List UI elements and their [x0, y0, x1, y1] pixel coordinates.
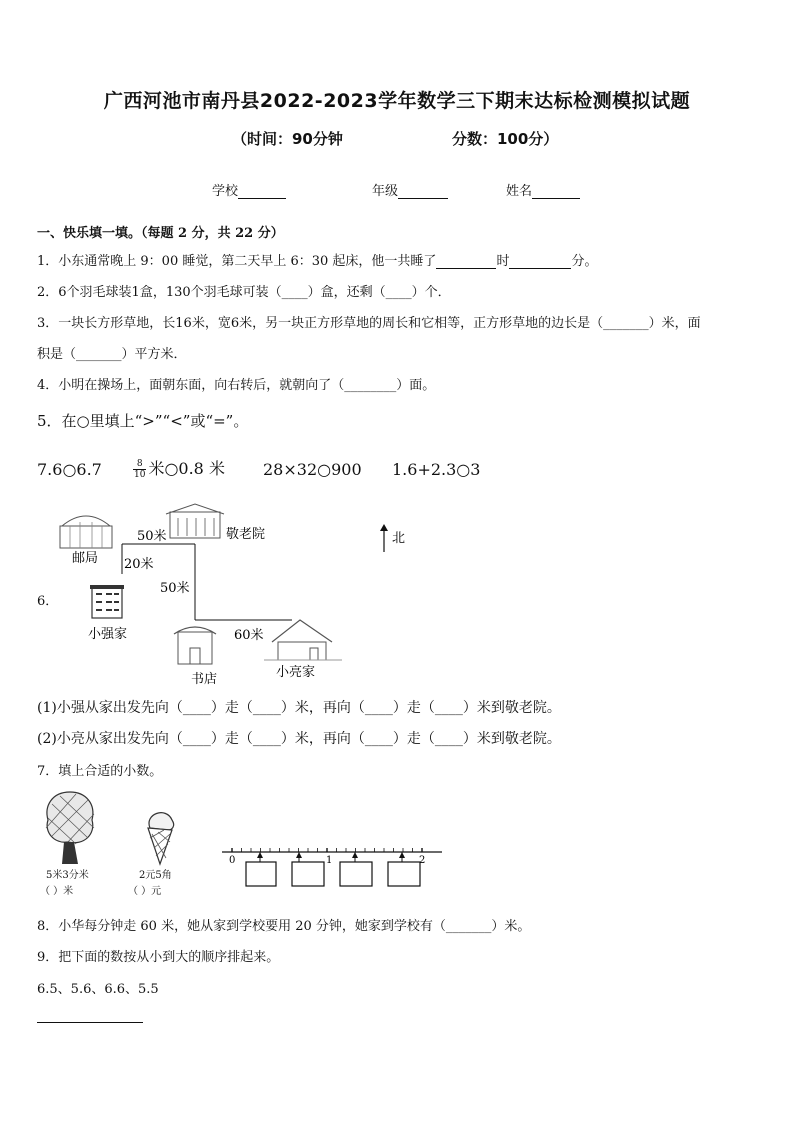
- question-7-prompt: 7．填上合适的小数。: [37, 764, 163, 779]
- bookstore-icon: [174, 627, 216, 664]
- question-3-line2: 积是（_______）平方米．: [37, 347, 187, 362]
- answer-box: [388, 862, 420, 886]
- xiaoqiang-home-icon: [90, 585, 124, 618]
- school-field[interactable]: [212, 180, 286, 199]
- ice-cream-price-label: 2元5角: [139, 870, 172, 881]
- answer-blank[interactable]: [436, 254, 496, 269]
- question-8: 8．小华每分钟走 60 米，她从家到学校要用 20 分钟，她家到学校有（_______）米。: [37, 919, 531, 934]
- xiaoliang-home-label: 小亮家: [276, 665, 316, 680]
- nursing-home-label: 敬老院: [226, 527, 266, 542]
- q5-expression-4: 1.6+2.3○3: [392, 460, 481, 479]
- arrow-icon: [296, 852, 302, 858]
- q5-expression-2: $\frac{8}{10}$ 米○0.8 米: [134, 459, 225, 480]
- ice-cream-icon: [142, 806, 178, 866]
- q5-expression-3: 28×32○900: [263, 460, 362, 479]
- tree-height-label: 5米3分米: [46, 870, 89, 881]
- question-4: 4．小明在操场上，面朝东面，向右转后，就朝向了（________）面。: [37, 378, 436, 393]
- name-label: 姓名: [506, 184, 533, 199]
- question-2: 2．6个羽毛球装1盒，130个羽毛球可装（____）盒，还剩（____）个．: [37, 285, 451, 300]
- tick-label: 0: [229, 855, 236, 866]
- question-9-prompt: 9．把下面的数按从小到大的顺序排起来。: [37, 950, 280, 965]
- tree-answer-blank[interactable]: （ ）米: [40, 886, 74, 897]
- score-label: 分数：100分）: [452, 130, 559, 148]
- distance-label: 50米: [160, 581, 190, 596]
- question-6-part-2: (2)小亮从家出发先向（____）走（____）米，再向（____）走（____）米到敬老院。: [37, 731, 561, 747]
- distance-label: 50米: [137, 529, 167, 544]
- answer-box: [340, 862, 372, 886]
- school-label: 学校: [212, 184, 239, 199]
- name-field[interactable]: [506, 180, 580, 199]
- grade-label: 年级: [372, 184, 399, 199]
- question-3-line1: 3．一块长方形草地，长16米，宽6米，另一块正方形草地的周长和它相等，正方形草地的边长是（_______）米，面: [37, 316, 701, 331]
- arrow-icon: [399, 852, 405, 858]
- question-5-prompt: 5．在○里填上“>”“<”或“=”。: [37, 412, 249, 430]
- section-heading: 一、快乐填一填。（每题 2 分，共 22 分）: [37, 226, 284, 241]
- post-office-label: 邮局: [72, 551, 99, 566]
- nursing-home-icon: [166, 504, 224, 538]
- post-office-icon: [60, 516, 112, 548]
- q5-expression-1: 7.6○6.7: [37, 460, 102, 479]
- north-indicator: [378, 522, 418, 556]
- xiaoqiang-home-label: 小强家: [88, 627, 128, 642]
- answer-box: [246, 862, 276, 886]
- north-arrow-icon: [380, 524, 388, 531]
- question-6-number: 6．: [37, 594, 59, 609]
- fraction: $\frac{8}{10}$: [134, 459, 146, 480]
- tick-label: 1: [326, 855, 333, 866]
- number-line-ticks: [232, 848, 422, 852]
- grade-field[interactable]: [372, 180, 448, 199]
- page-title: 广西河池市南丹县2022-2023学年数学三下期末达标检测模拟试题: [103, 90, 691, 112]
- distance-label: 60米: [234, 628, 264, 643]
- distance-label: 20米: [124, 557, 154, 572]
- number-line: [222, 842, 444, 892]
- answer-line[interactable]: [37, 1022, 143, 1023]
- question-6-part-1: (1)小强从家出发先向（____）走（____）米，再向（____）走（____）米到敬老院。: [37, 700, 561, 716]
- arrow-icon: [257, 852, 263, 858]
- tree-icon: [40, 788, 100, 866]
- answer-blank[interactable]: [509, 254, 571, 269]
- arrow-icon: [352, 852, 358, 858]
- bookstore-label: 书店: [191, 672, 218, 687]
- xiaoliang-home-icon: [264, 620, 342, 660]
- ice-cream-answer-blank[interactable]: （ ）元: [128, 886, 162, 897]
- svg-text:北: 北: [392, 531, 406, 546]
- question-1: 1．小东通常晚上 9：00 睡觉，第二天早上 6：30 起床，他一共睡了 时 分。: [37, 254, 598, 269]
- tick-label: 2: [419, 855, 426, 866]
- question-9-numbers: 6.5、5.6、6.6、5.5: [37, 982, 159, 997]
- time-label: （时间：90分钟: [232, 130, 343, 148]
- direction-map: [50, 502, 360, 692]
- answer-box: [292, 862, 324, 886]
